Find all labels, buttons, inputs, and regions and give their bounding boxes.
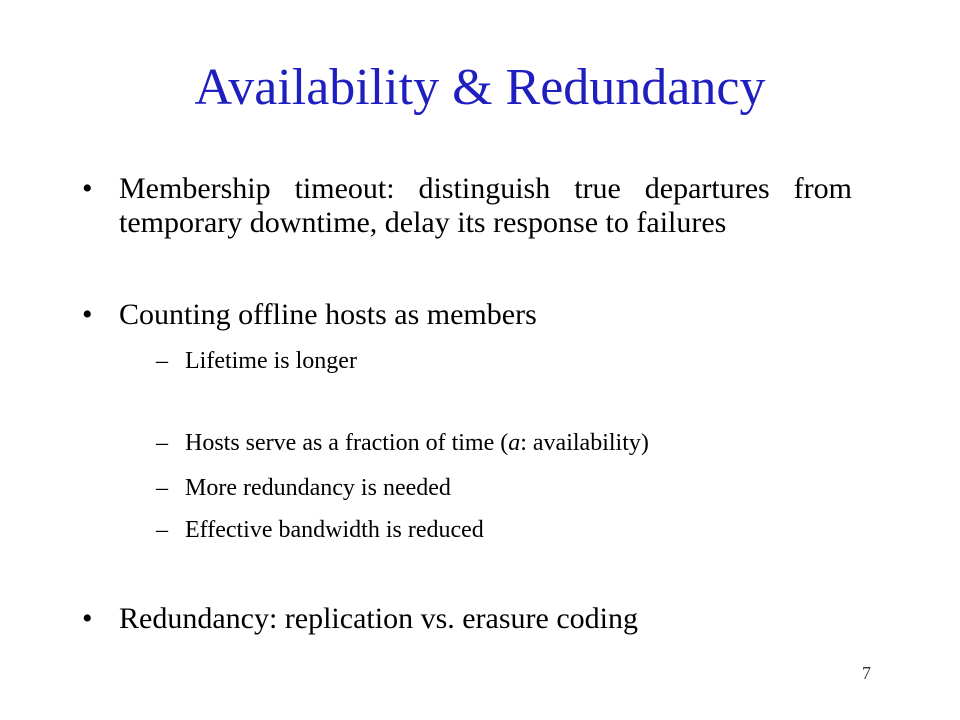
sub-bullet-text: Lifetime is longer <box>185 348 357 374</box>
sub-bullet-text: More redundancy is needed <box>185 475 451 501</box>
bullet-membership-timeout <box>82 172 852 240</box>
bullet-text: Membership timeout: distinguish true departures from temporary downtime, delay its response to failures <box>119 172 852 239</box>
sub-bullet-more-redundancy <box>156 474 856 502</box>
sub-bullet-marker: – <box>156 430 168 456</box>
page-number: 7 <box>862 663 871 683</box>
sub-bullet-marker: – <box>156 475 168 501</box>
slide-title: Availability & Redundancy <box>194 59 766 116</box>
sub-bullet-marker: – <box>156 348 168 374</box>
text-before: Hosts serve as a fraction of time ( <box>185 430 509 456</box>
bullet-text: Counting offline hosts as members <box>119 298 537 331</box>
bullet-marker: • <box>82 602 93 635</box>
bullet-marker: • <box>82 298 93 331</box>
availability-variable: a <box>508 430 521 456</box>
sub-bullet-text: Effective bandwidth is reduced <box>185 517 484 543</box>
bullet-marker: • <box>82 172 93 205</box>
bullet-redundancy-replication <box>82 602 852 636</box>
text-after: : availability) <box>520 430 649 456</box>
bullet-counting-offline-hosts <box>82 298 852 332</box>
sub-bullet-marker: – <box>156 517 168 543</box>
sub-bullet-lifetime <box>156 347 856 375</box>
sub-bullet-text <box>185 429 856 457</box>
sub-bullet-effective-bandwidth <box>156 516 856 544</box>
bullet-text: Redundancy: replication vs. erasure coding <box>119 602 638 635</box>
sub-bullet-hosts-serve <box>156 429 856 457</box>
